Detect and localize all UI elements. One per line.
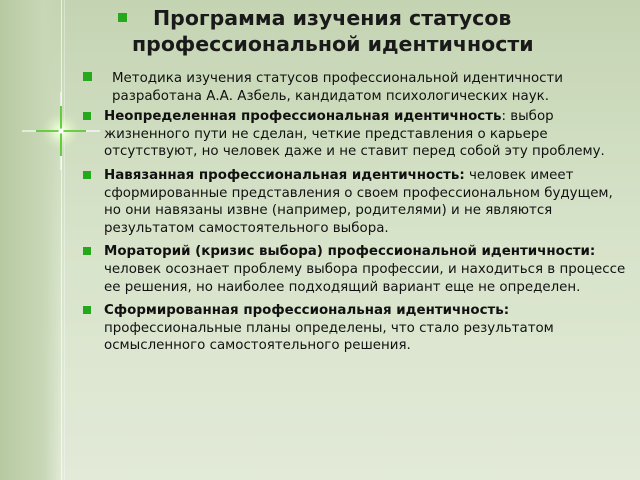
item-term: Мораторий (кризис выбора) профессиональной идентичности: bbox=[104, 244, 596, 260]
title-line-2: профессиональной идентичности bbox=[132, 32, 534, 56]
list-item bbox=[82, 167, 630, 237]
item-term: Неопределенная профессиональная идентичность bbox=[104, 109, 502, 125]
square-bullet-icon bbox=[83, 247, 91, 255]
left-decorative-band bbox=[0, 0, 62, 480]
content-list bbox=[82, 70, 630, 361]
item-text: человек имеет сформированные представления о своем профессиональном будущем, но они навязаны извне (например, родителями) и не являются результатом самостоятельного выбора. bbox=[104, 167, 613, 236]
item-text: : выбор жизненного пути не сделан, четкие представления о карьере отсутствуют, но человек даже и не ставит перед собой эту проблему. bbox=[104, 109, 605, 160]
title-bullet-icon bbox=[118, 13, 127, 22]
square-bullet-icon bbox=[83, 306, 91, 314]
decorative-vertical-line bbox=[61, 0, 62, 480]
square-bullet-icon bbox=[83, 72, 92, 81]
list-item bbox=[82, 243, 630, 296]
square-bullet-icon bbox=[83, 171, 91, 179]
item-text: человек осознает проблему выбора профессии, и находиться в процессе ее решения, но наиболее подходящий вариант еще не определен. bbox=[104, 261, 626, 295]
item-term: Сформированная профессиональная идентичность: bbox=[104, 303, 510, 319]
decorative-vertical-line-secondary bbox=[64, 0, 65, 480]
item-term: Навязанная профессиональная идентичность: bbox=[104, 167, 465, 183]
slide-title bbox=[118, 5, 638, 57]
square-bullet-icon bbox=[83, 112, 91, 120]
list-item bbox=[82, 70, 630, 105]
item-text: профессиональные планы определены, что стало результатом осмысленного самостоятельного решения. bbox=[104, 320, 554, 354]
title-line-1: Программа изучения статусов bbox=[153, 6, 512, 30]
item-text: Методика изучения статусов профессиональной идентичности разработана А.А. Азбель, кандидатом психологических наук. bbox=[112, 71, 564, 104]
list-item bbox=[82, 302, 630, 355]
list-item bbox=[82, 108, 630, 161]
